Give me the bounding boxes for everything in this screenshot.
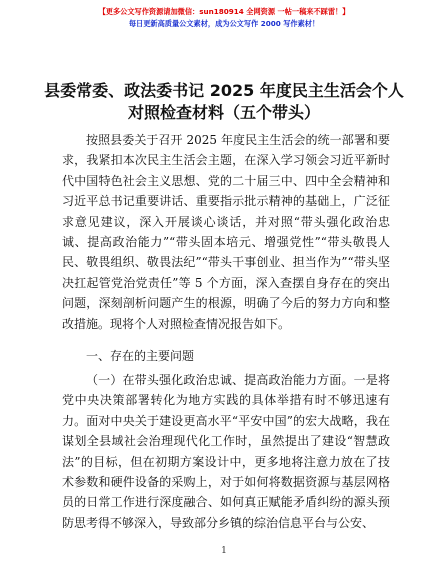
section-heading-problems: 一、存在的主要问题 — [86, 349, 195, 363]
promo-banner — [0, 6, 448, 30]
promo-banner-line-1: 【更多公文写作资源请加微信：sun180914 全网资源 一帖一稿来不踩雷！】 — [98, 7, 350, 16]
page-number: 1 — [221, 546, 227, 556]
promo-banner-line-2: 每日更新高质量公文素材，成为公文写作 2000 写作素材！ — [128, 19, 320, 28]
document-title: 县委常委、政法委书记 2025 年度民主生活会个人对照检查材料（五个带头） — [44, 81, 404, 122]
problem-item-1-paragraph: （一）在带头强化政治忠诚、提高政治能力方面。一是将党中央决策部署转化为地方实践的具体举措有时不够迅速有力。面对中央关于建设更高水平“平安中国”的宏大战略，我在谋划全县域社会治理现代化工作时，虽然提出了建设“智慧政法”的目标，但在初期方案设计中，更多地将注意力放在了技术参数和硬件设备的采购上，对于如何将数据资源与基层网格员的日常工作进行深度融合、如何真正赋能矛盾纠纷的源头预防思考得不够深入，导致部分乡镇的综治信息平台与公安、 — [62, 373, 390, 530]
intro-paragraph: 按照县委关于召开 2025 年度民主生活会的统一部署和要求，我紧扣本次民主生活会主题，在深入学习领会习近平新时代中国特色社会主义思想、党的二十届三中、四中全会精神和习近平总书记重要讲话、重要指示批示精神的基础上，广泛征求意见建议，深入开展谈心谈话，并对照“带头强化政治忠诚、提高政治能力”“带头固本培元、增强党性”“带头敬畏人民、敬畏组织、敬畏法纪”“带头干事创业、担当作为”“带头坚决扛起管党治党责任”等 5 个方面，深入查摆自身存在的突出问题，深刻剖析问题产生的根源，明确了今后的努力方向和整改措施。现将个人对照检查情况报告如下。 — [62, 133, 390, 331]
